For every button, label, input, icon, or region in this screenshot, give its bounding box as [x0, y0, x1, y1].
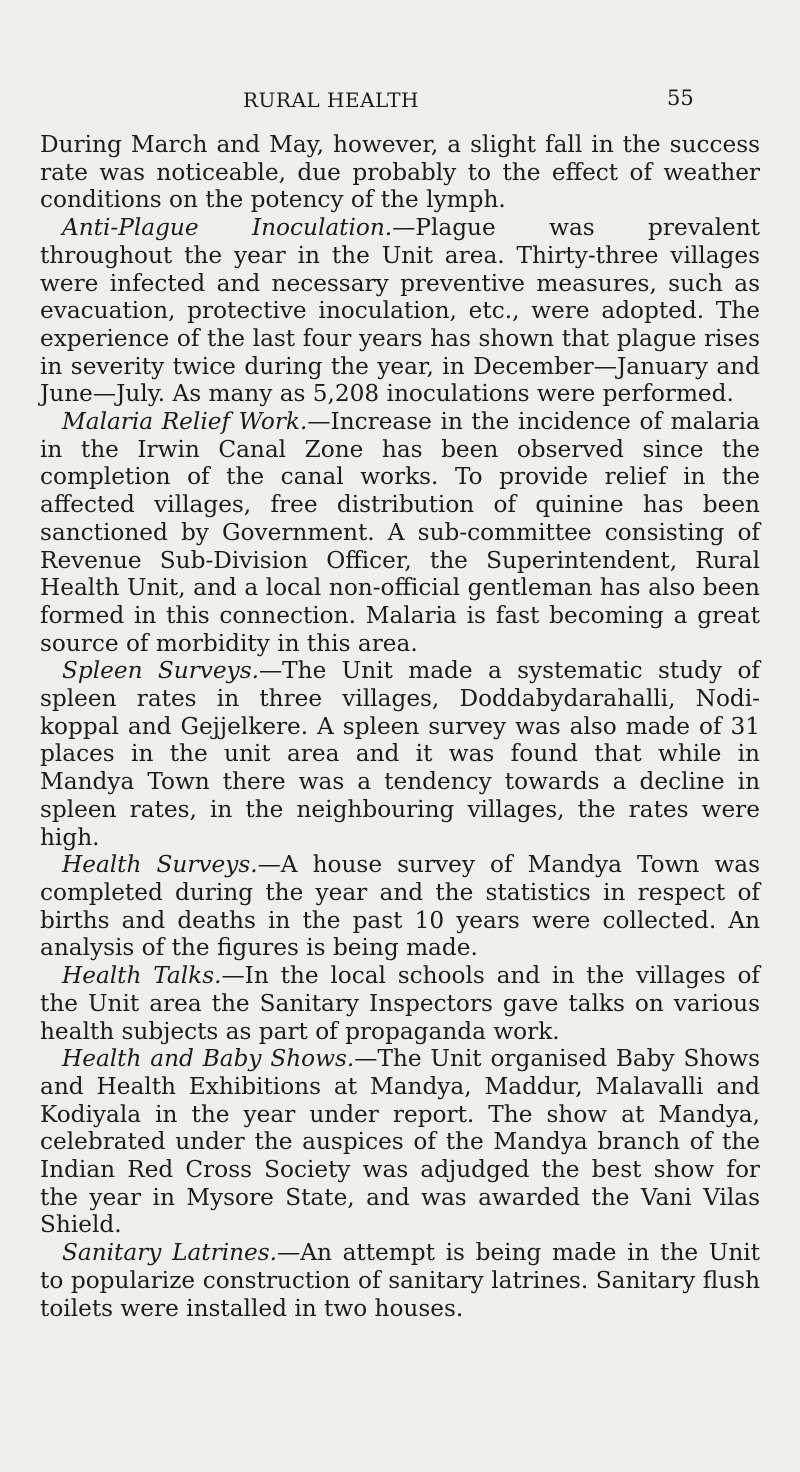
paragraph-text: —A house survey of Mandya Town was completed during the year and the statistics in respect of births and deaths in the past 10 years were collected. An analysis of the figures is being made.: [40, 851, 761, 962]
section-heading-baby-shows: Health and Baby Shows.: [62, 1045, 355, 1073]
paragraph-anti-plague: [40, 214, 760, 408]
paragraph-malaria-relief: [40, 408, 760, 657]
section-heading-anti-plague: Anti-Plague Inoculation.: [62, 214, 393, 242]
paragraph-text: —Increase in the incidence of malaria in the Irwin Canal Zone has been observed since the completion of the canal works. To provide relief in the affected villages, free distribution of quinine has been sanctioned by Government. A sub-committee consisting of Revenue Sub-Division Officer, the Superintendent, Rural Health Unit, and a local non-official gentleman has also been formed in this connection. Malaria is fast becoming a great source of morbidity in this area.: [40, 408, 760, 657]
paragraph-vaccination-success: [40, 131, 760, 214]
paragraph-text: —The Unit made a systematic study of spleen rates in three villages, Doddabydarahalli, Nodi-koppal and Gejjelkere. A spleen survey was also made of 31 places in the unit area and it was found that while in Mandya Town there was a tendency towards a decline in spleen rates, in the neighbouring villages, the rates were high.: [40, 657, 760, 851]
paragraph-sanitary-latrines: [40, 1239, 760, 1322]
running-header: [0, 80, 800, 110]
paragraph-text: —In the local schools and in the villages of the Unit area the Sanitary Inspectors gave talks on various health subjects as part of propaganda work.: [40, 962, 760, 1045]
section-heading-sanitary-latrines: Sanitary Latrines.: [62, 1239, 278, 1267]
paragraph-health-talks: [40, 962, 760, 1045]
paragraph-baby-shows: [40, 1045, 760, 1239]
section-heading-health-surveys: Health Surveys.: [62, 851, 258, 879]
paragraph-text: —The Unit organised Baby Shows and Health Exhibitions at Mandya, Maddur, Malavalli and Kodiyala in the year under report. The show at Mandya, celebrated under the auspices of the Mandya branch of the Indian Red Cross Society was adjudged the best show for the year in Mysore State, and was awarded the Vani Vilas Shield.: [40, 1045, 760, 1239]
paragraph-spleen-surveys: [40, 657, 760, 851]
body-text: [40, 131, 760, 1322]
section-heading-malaria-relief: Malaria Relief Work.: [62, 408, 308, 436]
paragraph-health-surveys: [40, 851, 760, 962]
paragraph-text: —Plague was prevalent throughout the year in the Unit area. Thirty-three villages were infected and necessary preventive measures, such as evacuation, protective inoculation, etc., were adopted. The experience of the last four years has shown that plague rises in severity twice during the year, in December—January and June—July. As many as 5,208 inoculations were performed.: [40, 214, 761, 408]
paragraph-text: —An attempt is being made in the Unit to popularize construction of sanitary latrines. Sanitary flush toilets were installed in two houses.: [40, 1239, 760, 1322]
page-number: 55: [667, 86, 694, 110]
paragraph-text: During March and May, however, a slight fall in the success rate was noticeable, due probably to the effect of weather conditions on the potency of the lymph.: [40, 131, 760, 214]
section-heading-spleen-surveys: Spleen Surveys.: [62, 657, 259, 685]
running-title: RURAL HEALTH: [243, 88, 419, 112]
section-heading-health-talks: Health Talks.: [62, 962, 222, 990]
